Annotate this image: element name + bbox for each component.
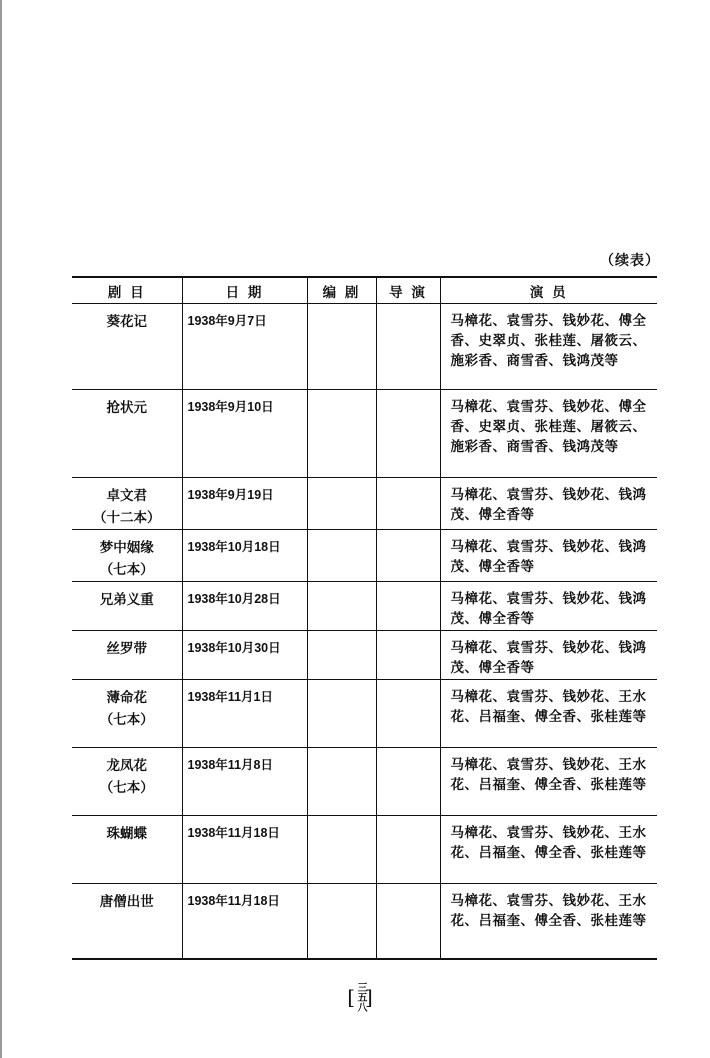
cell-writer <box>307 390 376 478</box>
page-number <box>345 982 375 1012</box>
cell-date: 1938年9月10日 <box>182 390 307 478</box>
table-row <box>72 816 657 884</box>
title-line: 唐僧出世 <box>99 894 154 910</box>
cell-cast: 马樟花、袁雪芬、钱妙花、王水花、吕福奎、傅全香、张桂莲等 <box>440 884 657 959</box>
table-row <box>72 631 657 680</box>
cell-writer <box>307 884 376 959</box>
page-number-bracket-right: ] <box>365 985 373 1009</box>
cell-director <box>376 304 440 390</box>
page-number-text: 三五八 <box>355 982 366 1012</box>
title-line: 龙凤花 <box>106 758 147 774</box>
cell-director <box>376 680 440 748</box>
cell-cast: 马樟花、袁雪芬、钱妙花、钱鸿茂、傅全香等 <box>440 478 657 530</box>
repertoire-table <box>72 276 657 960</box>
table-row <box>72 390 657 478</box>
cell-title <box>72 680 182 748</box>
cell-date: 1938年11月1日 <box>182 680 307 748</box>
table-header-row <box>72 277 657 304</box>
table-row <box>72 582 657 631</box>
page-edge <box>0 0 2 1058</box>
cell-director <box>376 748 440 816</box>
cell-title <box>72 582 182 631</box>
header-cast: 演 员 <box>440 277 657 304</box>
cell-writer <box>307 530 376 582</box>
cell-cast: 马樟花、袁雪芬、钱妙花、钱鸿茂、傅全香等 <box>440 530 657 582</box>
cell-director <box>376 390 440 478</box>
title-line: （十二本） <box>93 510 161 526</box>
cell-title <box>72 530 182 582</box>
cell-date: 1938年10月30日 <box>182 631 307 680</box>
title-line: （七本） <box>99 562 154 578</box>
cell-writer <box>307 631 376 680</box>
cell-date: 1938年9月7日 <box>182 304 307 390</box>
title-line: （七本） <box>99 780 154 796</box>
page-number-bracket-left: [ <box>347 985 355 1009</box>
header-writer: 编 剧 <box>307 277 376 304</box>
cell-title <box>72 390 182 478</box>
cell-date: 1938年11月8日 <box>182 748 307 816</box>
cell-writer <box>307 582 376 631</box>
cell-date: 1938年10月28日 <box>182 582 307 631</box>
cell-title <box>72 478 182 530</box>
table-row <box>72 884 657 959</box>
title-line: 葵花记 <box>106 314 147 330</box>
cell-director <box>376 530 440 582</box>
cell-date: 1938年11月18日 <box>182 884 307 959</box>
title-line: 丝罗带 <box>106 641 147 657</box>
cell-cast: 马樟花、袁雪芬、钱妙花、傅全香、史翠贞、张桂莲、屠筱云、施彩香、商雪香、钱鸿茂等 <box>440 390 657 478</box>
cell-title <box>72 884 182 959</box>
title-line: 梦中姻缘 <box>99 540 154 556</box>
header-title: 剧 目 <box>72 277 182 304</box>
header-director: 导 演 <box>376 277 440 304</box>
table-row <box>72 530 657 582</box>
title-line: 抢状元 <box>106 400 147 416</box>
continued-label: （续表） <box>600 253 660 269</box>
cell-writer <box>307 680 376 748</box>
table-row <box>72 304 657 390</box>
title-line: 兄弟义重 <box>99 592 154 608</box>
cell-date: 1938年11月18日 <box>182 816 307 884</box>
cell-title <box>72 748 182 816</box>
cell-director <box>376 884 440 959</box>
cell-cast: 马樟花、袁雪芬、钱妙花、王水花、吕福奎、傅全香、张桂莲等 <box>440 680 657 748</box>
cell-cast: 马樟花、袁雪芬、钱妙花、钱鸿茂、傅全香等 <box>440 582 657 631</box>
cell-cast: 马樟花、袁雪芬、钱妙花、钱鸿茂、傅全香等 <box>440 631 657 680</box>
cell-cast: 马樟花、袁雪芬、钱妙花、王水花、吕福奎、傅全香、张桂莲等 <box>440 748 657 816</box>
title-line: （七本） <box>99 712 154 728</box>
cell-writer <box>307 304 376 390</box>
cell-writer <box>307 748 376 816</box>
title-line: 薄命花 <box>106 690 147 706</box>
cell-director <box>376 631 440 680</box>
title-line: 珠蝴蝶 <box>106 826 147 842</box>
cell-director <box>376 582 440 631</box>
cell-title <box>72 631 182 680</box>
cell-writer <box>307 478 376 530</box>
cell-date: 1938年10月18日 <box>182 530 307 582</box>
cell-writer <box>307 816 376 884</box>
cell-director <box>376 816 440 884</box>
table-row <box>72 680 657 748</box>
cell-director <box>376 478 440 530</box>
cell-title <box>72 816 182 884</box>
cell-cast: 马樟花、袁雪芬、钱妙花、王水花、吕福奎、傅全香、张桂莲等 <box>440 816 657 884</box>
table-row <box>72 478 657 530</box>
table-row <box>72 748 657 816</box>
cell-date: 1938年9月19日 <box>182 478 307 530</box>
cell-title <box>72 304 182 390</box>
cell-cast: 马樟花、袁雪芬、钱妙花、傅全香、史翠贞、张桂莲、屠筱云、施彩香、商雪香、钱鸿茂等 <box>440 304 657 390</box>
header-date: 日 期 <box>182 277 307 304</box>
title-line: 卓文君 <box>106 488 147 504</box>
